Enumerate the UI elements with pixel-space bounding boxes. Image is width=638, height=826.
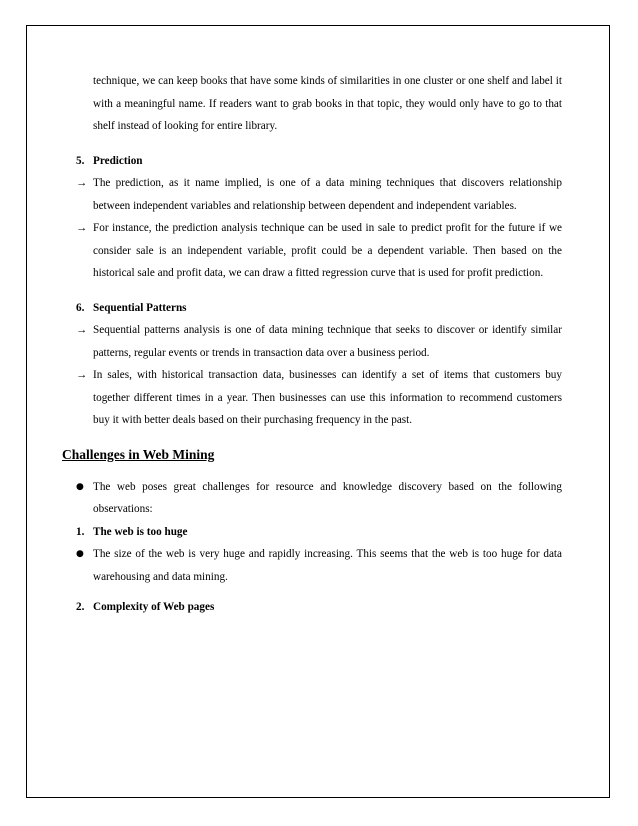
bullet-icon: ● <box>76 481 84 492</box>
spacer <box>76 285 562 297</box>
list-item-text: The web poses great challenges for resource and knowledge discovery based on the following observations: <box>93 480 562 515</box>
arrow-right-icon: → <box>76 177 88 189</box>
document-body <box>62 70 562 619</box>
list-item-text: For instance, the prediction analysis technique can be used in sale to predict profit for the future if we consider sale is an independent variable, profit could be a dependent variable. Then based on the historical sale and profit data, we can draw a fitted regression curve that is used for profit prediction. <box>93 222 562 279</box>
spacer <box>76 466 562 476</box>
list-item-text: Sequential patterns analysis is one of data mining technique that seeks to discover or identify similar patterns, regular events or trends in transaction data over a business period. <box>93 324 562 359</box>
spacer <box>76 138 562 150</box>
list-item-text: In sales, with historical transaction data, businesses can identify a set of items that customers buy together different times in a year. Then businesses can use this information to recommend customers buy it with better deals based on their purchasing frequency in the past. <box>93 369 562 426</box>
intro-paragraph: technique, we can keep books that have some kinds of similarities in one cluster or one shelf and label it with a meaningful name. If readers want to grab books in that topic, they would only have to go to that shelf instead of looking for entire library. <box>93 75 562 132</box>
list-item <box>76 543 562 588</box>
bullet-icon: ● <box>76 549 84 559</box>
list-item <box>76 217 562 285</box>
section-number: 1. <box>76 525 85 538</box>
section-title: Prediction <box>93 154 143 167</box>
arrow-right-icon: → <box>76 369 88 381</box>
list-item <box>76 319 562 364</box>
challenges-heading: Challenges in Web Mining <box>62 446 215 462</box>
subheading-web-too-huge <box>76 521 562 544</box>
section-heading-prediction <box>76 150 562 173</box>
section-number: 2. <box>76 601 85 613</box>
section-heading-sequential-patterns <box>76 297 562 320</box>
list-item-text: The size of the web is very huge and rapidly increasing. This seems that the web is too huge for data warehousing and data mining. <box>93 548 562 583</box>
spacer <box>76 588 562 596</box>
section-title: The web is too huge <box>93 525 188 538</box>
list-item <box>76 364 562 432</box>
arrow-right-icon: → <box>76 324 88 336</box>
list-item-text: The prediction, as it name implied, is one of a data mining techniques that discovers relationship between independent variables and relationship between dependent and independent variables. <box>93 177 562 212</box>
section-title: Complexity of Web pages <box>93 601 215 613</box>
section-number: 6. <box>76 301 85 314</box>
subheading-complexity-web-pages <box>76 596 562 619</box>
arrow-right-icon: → <box>76 222 88 234</box>
list-item <box>76 172 562 217</box>
list-item <box>76 476 562 521</box>
spacer <box>76 432 562 444</box>
section-number: 5. <box>76 154 85 167</box>
section-title: Sequential Patterns <box>93 301 187 314</box>
